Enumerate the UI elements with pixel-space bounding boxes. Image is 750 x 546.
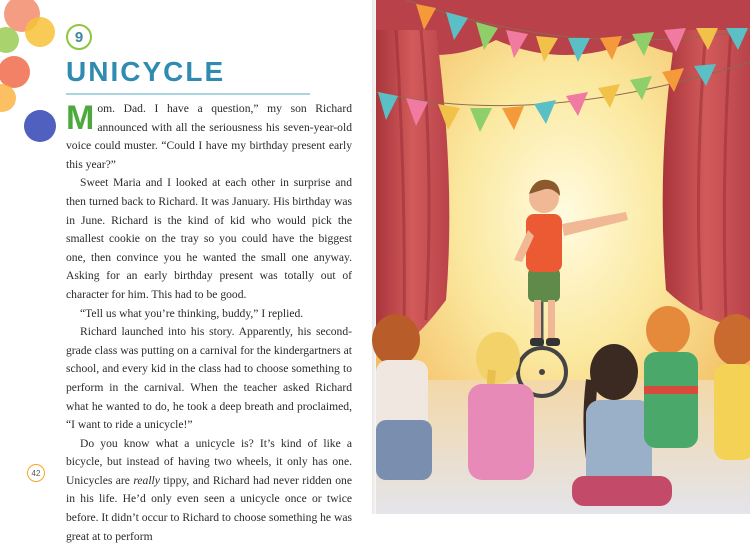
emphasis-text: really — [133, 473, 160, 487]
unicycle-stage-illustration — [376, 0, 750, 514]
chapter-title: UNICYCLE — [66, 56, 226, 87]
paragraph-2: Sweet Maria and I looked at each other in surprise and then turned back to Richard. It was January. His birthday was in June. Richard is the kind of kid who would pick the smallest cookie on the tray so you could have the biggest one, then convince you he wanted the small one anyway. Asking for an early birthday present was totally out of character for him. This had to be good. — [66, 176, 352, 301]
chapter-number: 9 — [74, 28, 84, 46]
drop-cap: M — [66, 99, 95, 137]
paragraph-4: Richard launched into his story. Apparently, his second-grade class was putting on a carnival for the kindergartners at school, and every kid in the class had to choose something to perform in the carnival. When the teacher asked Richard what he wanted to do, he took a deep breath and proclaimed, “I want to ride a unicycle!” — [66, 325, 352, 432]
left-curtain — [376, 30, 449, 350]
watercolor-dots-decoration — [0, 0, 70, 160]
paragraph-5-text-a: Do you know what a unicycle is? It’s kind of like a bicycle, but instead of having two wheels, it only has one. Unicycles are — [66, 436, 352, 487]
paragraph-3: “Tell us what you’re thinking, buddy,” I replied. — [80, 306, 304, 320]
left-page — [0, 0, 374, 543]
page-number-badge — [27, 464, 45, 482]
chapter-body — [66, 100, 352, 546]
paragraph-1 — [66, 100, 352, 174]
chapter-number-badge — [66, 24, 92, 50]
illustration-page — [376, 0, 750, 514]
page-number: 42 — [31, 468, 41, 478]
paragraph-5-text-b: tippy, and Richard had never ridden one in his life. He’d only even seen a unicycle once or twice before. It didn’t occur to Richard to choose something he was great at to perform — [66, 473, 353, 543]
title-divider — [66, 93, 310, 95]
paragraph-5 — [66, 435, 352, 546]
paragraph-1-text: om. Dad. I have a question,” my son Richard announced with all the seriousness his seven-year-old voice could muster. “Could I have my birthday present early this year?” — [66, 102, 352, 171]
